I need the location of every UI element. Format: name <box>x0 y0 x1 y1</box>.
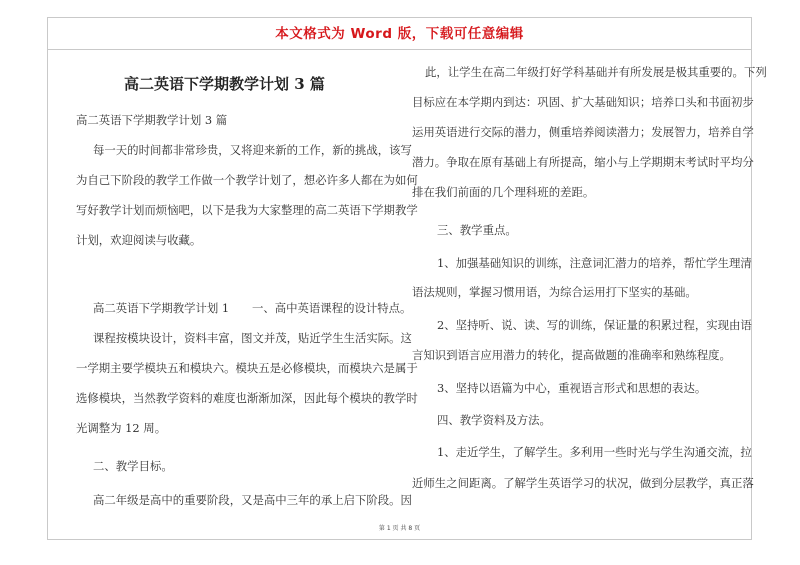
text-line: 近师生之间距离。了解学生英语学习的状况，做到分层教学，真正落 <box>412 476 754 490</box>
word-format-banner: 本文格式为 Word 版，下载可任意编辑 <box>275 26 524 42</box>
text-line: 1、加强基础知识的训练，注意词汇潜力的培养，帮忙学生理清 <box>437 256 752 270</box>
text-line: 高二年级是高中的重要阶段，又是高中三年的承上启下阶段。因 <box>93 493 412 507</box>
text-line: 写好教学计划而烦恼吧，以下是我为大家整理的高二英语下学期教学 <box>76 203 418 217</box>
text-line: 二、教学目标。 <box>93 459 173 473</box>
text-line: 1、走近学生，了解学生。多利用一些时光与学生沟通交流，拉 <box>437 445 752 459</box>
page-footer: 第 1 页 共 8 页 <box>378 525 421 532</box>
text-line: 光调整为 12 周。 <box>76 421 167 435</box>
text-line: 课程按模块设计，资料丰富，图文并茂，贴近学生生活实际。这 <box>93 331 412 345</box>
text-line: 3、坚持以语篇为中心，重视语言形式和思想的表达。 <box>437 381 707 395</box>
text-line: 计划，欢迎阅读与收藏。 <box>76 233 202 247</box>
text-line: 此，让学生在高二年级打好学科基础并有所发展是极其重要的。下列 <box>425 65 767 79</box>
text-line: 三、教学重点。 <box>437 223 517 237</box>
text-line: 运用英语进行交际的潜力，侧重培养阅读潜力；发展智力，培养自学 <box>412 125 754 139</box>
text-line: 选修模块，当然教学资料的难度也渐渐加深，因此每个模块的教学时 <box>76 391 418 405</box>
text-line: 目标应在本学期内到达：巩固、扩大基础知识；培养口头和书面初步 <box>412 95 754 109</box>
text-line: 言知识到语言应用潜力的转化，提高做题的准确率和熟练程度。 <box>412 348 731 362</box>
text-line: 潜力。争取在原有基础上有所提高，缩小与上学期期末考试时平均分 <box>412 155 754 169</box>
text-line: 2、坚持听、说、读、写的训练，保证量的积累过程，实现由语 <box>437 318 752 332</box>
text-line: 高二英语下学期教学计划 3 篇 <box>76 113 228 127</box>
text-line: 为自己下阶段的教学工作做一个教学计划了，想必许多人都在为如何 <box>76 173 418 187</box>
text-line: 语法规则，掌握习惯用语，为综合运用打下坚实的基础。 <box>412 285 697 299</box>
text-line: 排在我们前面的几个理科班的差距。 <box>412 185 595 199</box>
text-line: 四、教学资料及方法。 <box>437 413 551 427</box>
text-line: 高二英语下学期教学计划 1 一、高中英语课程的设计特点。 <box>93 301 412 315</box>
text-line: 一学期主要学模块五和模块六。模块五是必修模块，而模块六是属于 <box>76 361 418 375</box>
header-rule <box>47 49 752 50</box>
document-title: 高二英语下学期教学计划 3 篇 <box>124 75 325 93</box>
text-line: 每一天的时间都非常珍贵，又将迎来新的工作，新的挑战，该写 <box>93 143 412 157</box>
